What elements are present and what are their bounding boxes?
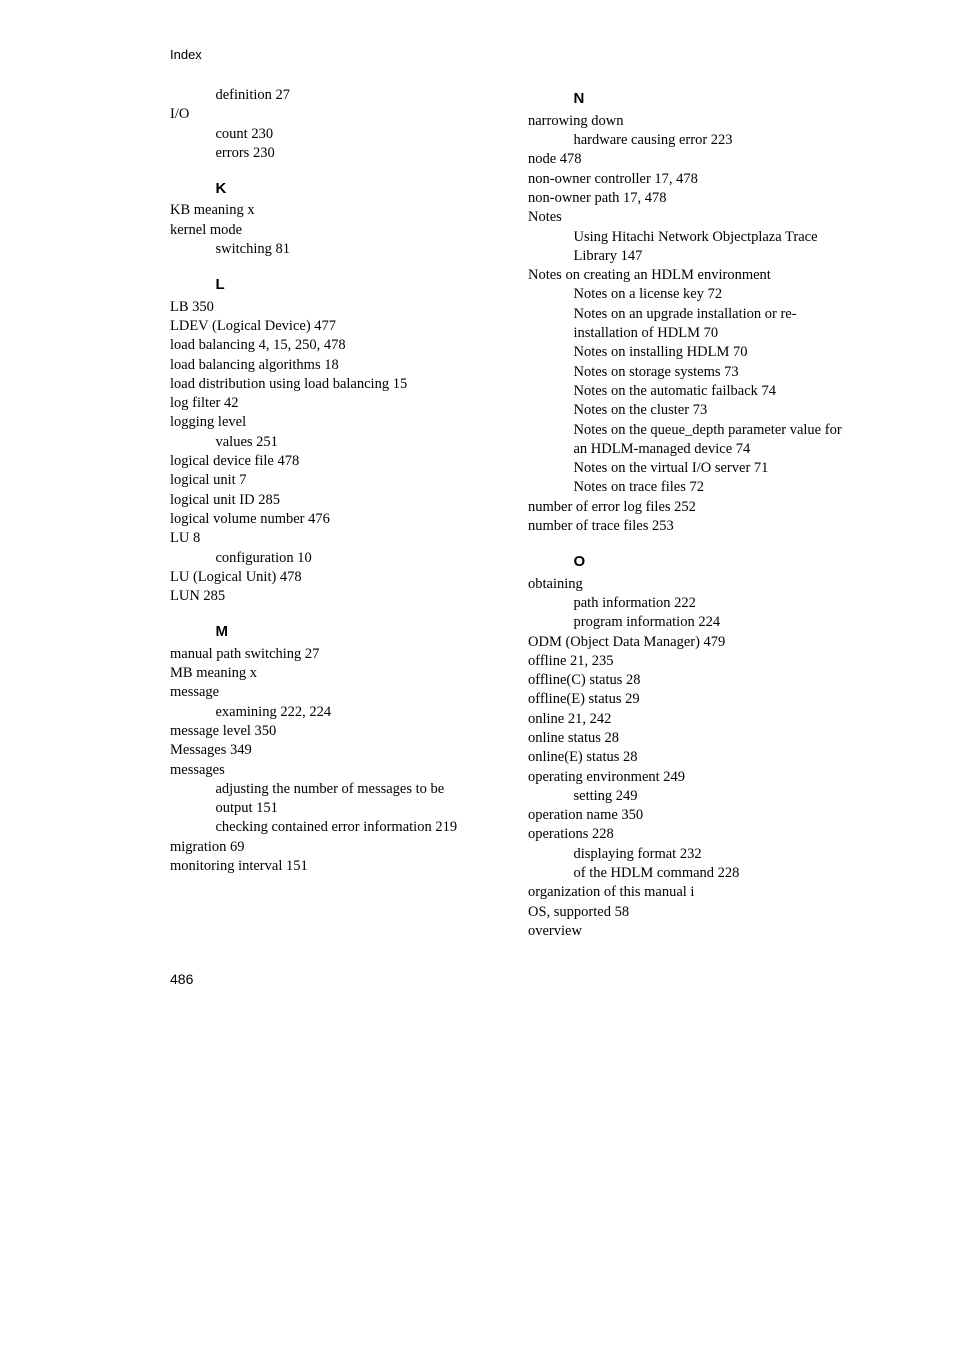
- index-entry: logging level: [170, 414, 247, 431]
- index-entry: LU (Logical Unit) 478: [170, 568, 302, 585]
- index-column-right: [528, 86, 868, 941]
- index-entry: offline(C) status 28: [528, 672, 641, 689]
- index-entry: load balancing algorithms 18: [170, 356, 339, 373]
- index-subentry: values 251: [215, 433, 278, 450]
- index-subentry: displaying format 232: [573, 845, 702, 862]
- index-entry: migration 69: [170, 838, 245, 855]
- index-entry: non-owner path 17, 478: [528, 189, 667, 206]
- index-entry: node 478: [528, 151, 582, 168]
- index-entry: log filter 42: [170, 395, 239, 412]
- index-entry: offline 21, 235: [528, 652, 614, 669]
- index-entry: message level 350: [170, 722, 277, 739]
- index-subentry: Notes on trace files 72: [573, 479, 704, 496]
- index-column-left: [170, 86, 510, 876]
- index-subentry: path information 222: [573, 594, 696, 611]
- index-entry: operation name 350: [528, 807, 644, 824]
- index-entry: Messages 349: [170, 742, 252, 759]
- index-subentry: Notes on an upgrade installation or re-: [573, 305, 797, 322]
- section-spacer: [528, 536, 868, 549]
- index-subentry: Notes on storage systems 73: [573, 363, 739, 380]
- index-entry: operating environment 249: [528, 768, 686, 785]
- index-subentry: Notes on the automatic failback 74: [573, 382, 777, 399]
- index-entry: ODM (Object Data Manager) 479: [528, 633, 726, 650]
- index-subentry: installation of HDLM 70: [573, 325, 719, 342]
- index-entry: LU 8: [170, 530, 201, 547]
- index-entry: load distribution using load balancing 15: [170, 375, 408, 392]
- index-entry: non-owner controller 17, 478: [528, 170, 698, 187]
- index-subentry: errors 230: [215, 144, 275, 161]
- index-entry: overview: [528, 922, 582, 939]
- index-entry: number of error log files 252: [528, 498, 696, 515]
- index-letter-heading: O: [573, 552, 586, 570]
- index-entry: OS, supported 58: [528, 903, 630, 920]
- index-entry: load balancing 4, 15, 250, 478: [170, 337, 346, 354]
- index-subentry: examining 222, 224: [215, 703, 332, 720]
- index-entry: LUN 285: [170, 588, 226, 605]
- index-entry: narrowing down: [528, 112, 624, 129]
- index-entry: logical unit 7: [170, 472, 247, 489]
- index-subentry: an HDLM-managed device 74: [573, 440, 751, 457]
- index-subentry: hardware causing error 223: [573, 132, 733, 149]
- index-subentry: setting 249: [573, 787, 638, 804]
- page-number: 486: [170, 971, 194, 987]
- index-subentry: of the HDLM command 228: [573, 865, 740, 882]
- index-subentry: Notes on the virtual I/O server 71: [573, 460, 769, 477]
- index-subentry: Notes on the queue_depth parameter value for: [573, 421, 842, 438]
- index-subentry: Library 147: [573, 247, 643, 264]
- index-entry: obtaining: [528, 575, 583, 592]
- index-entry: LDEV (Logical Device) 477: [170, 317, 337, 334]
- index-subentry: output 151: [215, 800, 278, 817]
- index-entry: I/O: [170, 106, 190, 123]
- index-entry: organization of this manual i: [528, 884, 695, 901]
- index-entry: monitoring interval 151: [170, 857, 308, 874]
- index-letter-heading: L: [215, 275, 225, 293]
- index-entry: KB meaning x: [170, 202, 255, 219]
- section-spacer: [170, 259, 510, 272]
- index-subentry: Notes on the cluster 73: [573, 402, 708, 419]
- index-entry: operations 228: [528, 826, 614, 843]
- index-entry: LB 350: [170, 298, 214, 315]
- running-header: Index: [170, 47, 202, 62]
- index-entry: manual path switching 27: [170, 645, 320, 662]
- index-entry: messages: [170, 761, 225, 778]
- index-entry: number of trace files 253: [528, 518, 674, 535]
- index-entry: online(E) status 28: [528, 749, 638, 766]
- index-subentry: Notes on a license key 72: [573, 286, 723, 303]
- index-subentry: definition 27: [215, 87, 291, 103]
- index-subentry: Notes on installing HDLM 70: [573, 344, 748, 361]
- index-entry: message: [170, 684, 220, 701]
- index-letter-heading: M: [215, 622, 228, 640]
- index-entry: logical unit ID 285: [170, 491, 280, 508]
- index-subentry: checking contained error information 219: [215, 819, 458, 836]
- index-subentry: Using Hitachi Network Objectplaza Trace: [573, 228, 818, 245]
- index-entry: offline(E) status 29: [528, 691, 640, 708]
- index-letter-heading: K: [215, 179, 227, 197]
- index-entry: online status 28: [528, 730, 620, 746]
- index-entry: logical volume number 476: [170, 510, 330, 527]
- index-entry: kernel mode: [170, 221, 243, 238]
- section-spacer: [170, 606, 510, 619]
- index-subentry: program information 224: [573, 614, 721, 631]
- index-entry: Notes: [528, 209, 562, 226]
- index-entry: logical device file 478: [170, 453, 300, 470]
- index-subentry: adjusting the number of messages to be: [215, 780, 445, 797]
- index-subentry: switching 81: [215, 241, 291, 258]
- section-spacer: [170, 163, 510, 176]
- index-subentry: count 230: [215, 125, 274, 142]
- index-subentry: configuration 10: [215, 549, 312, 566]
- index-entry: MB meaning x: [170, 665, 257, 682]
- index-entry: Notes on creating an HDLM environment: [528, 267, 771, 284]
- index-entry: online 21, 242: [528, 710, 612, 727]
- index-letter-heading: N: [573, 90, 585, 107]
